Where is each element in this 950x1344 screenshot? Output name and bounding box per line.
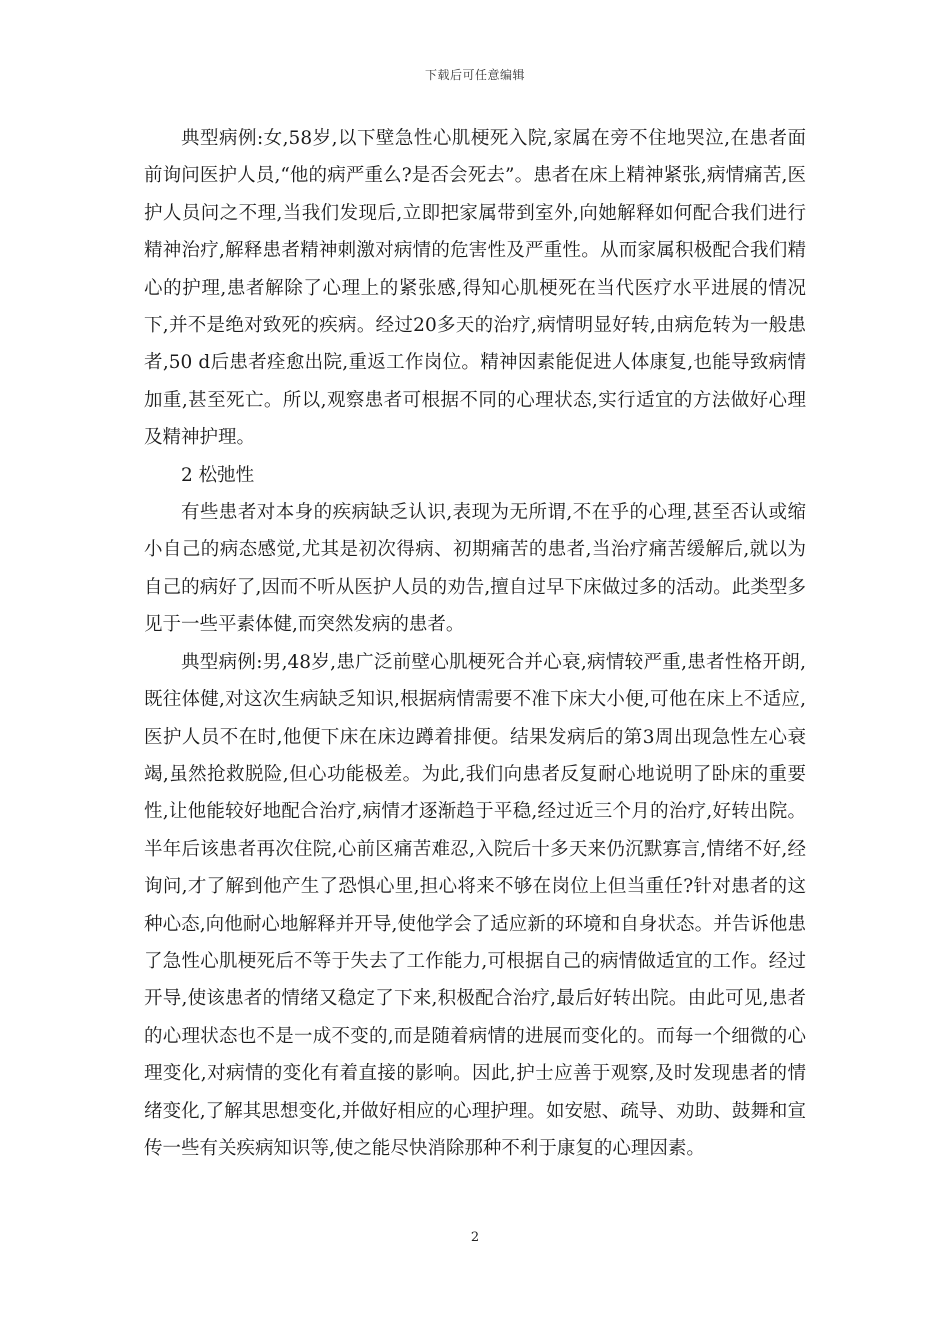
document-body (144, 120, 806, 1167)
body-paragraph: 典型病例:女,58岁,以下壁急性心肌梗死入院,家属在旁不住地哭泣,在患者面前询问医护人员,“他的病严重么?是否会死去”。患者在床上精神紧张,病情痛苦,医护人员问之不理,当我们发现后,立即把家属带到室外,向她解释如何配合我们进行精神治疗,解释患者精神刺激对病情的危害性及严重性。从而家属积极配合我们精心的护理,患者解除了心理上的紧张感,得知心肌梗死在当代医疗水平进展的情况下,并不是绝对致死的疾病。经过20多天的治疗,病情明显好转,由病危转为一般患者,50 d后患者痊愈出院,重返工作岗位。精神因素能促进人体康复,也能导致病情加重,甚至死亡。所以,观察患者可根据不同的心理状态,实行适宜的方法做好心理及精神护理。 (144, 128, 806, 449)
body-paragraph: 典型病例:男,48岁,患广泛前壁心肌梗死合并心衰,病情较严重,患者性格开朗,既往体健,对这次生病缺乏知识,根据病情需要不准下床大小便,可他在床上不适应,医护人员不在时,他便下床在床边蹲着排便。结果发病后的第3周出现急性左心衰竭,虽然抢救脱险,但心功能极差。为此,我们向患者反复耐心地说明了卧床的重要性,让他能较好地配合治疗,病情才逐渐趋于平稳,经过近三个月的治疗,好转出院。半年后该患者再次住院,心前区痛苦难忍,入院后十多天来仍沉默寡言,情绪不好,经询问,才了解到他产生了恐惧心里,担心将来不够在岗位上但当重任?针对患者的这种心态,向他耐心地解释并开导,使他学会了适应新的环境和自身状态。并告诉他患了急性心肌梗死后不等于失去了工作能力,可根据自己的病情做适宜的工作。经过开导,使该患者的情绪又稳定了下来,积极配合治疗,最后好转出院。由此可见,患者的心理状态也不是一成不变的,而是随着病情的进展而变化的。而每一个细微的心理变化,对病情的变化有着直接的影响。因此,护士应善于观察,及时发现患者的情绪变化,了解其思想变化,并做好相应的心理护理。如安慰、疏导、劝助、鼓舞和宣传一些有关疾病知识等,使之能尽快消除那种不利于康复的心理因素。 (144, 651, 806, 1159)
page-number: 2 (470, 1230, 480, 1245)
body-paragraph: 有些患者对本身的疾病缺乏认识,表现为无所谓,不在乎的心理,甚至否认或缩小自己的病态感觉,尤其是初次得病、初期痛苦的患者,当治疗痛苦缓解后,就以为自己的病好了,因而不听从医护人员的劝告,擅自过早下床做过多的活动。此类型多见于一些平素体健,而突然发病的患者。 (144, 502, 806, 636)
page-header: 下载后可任意编辑 (424, 68, 525, 82)
section-heading: 2 松弛性 (181, 464, 255, 486)
